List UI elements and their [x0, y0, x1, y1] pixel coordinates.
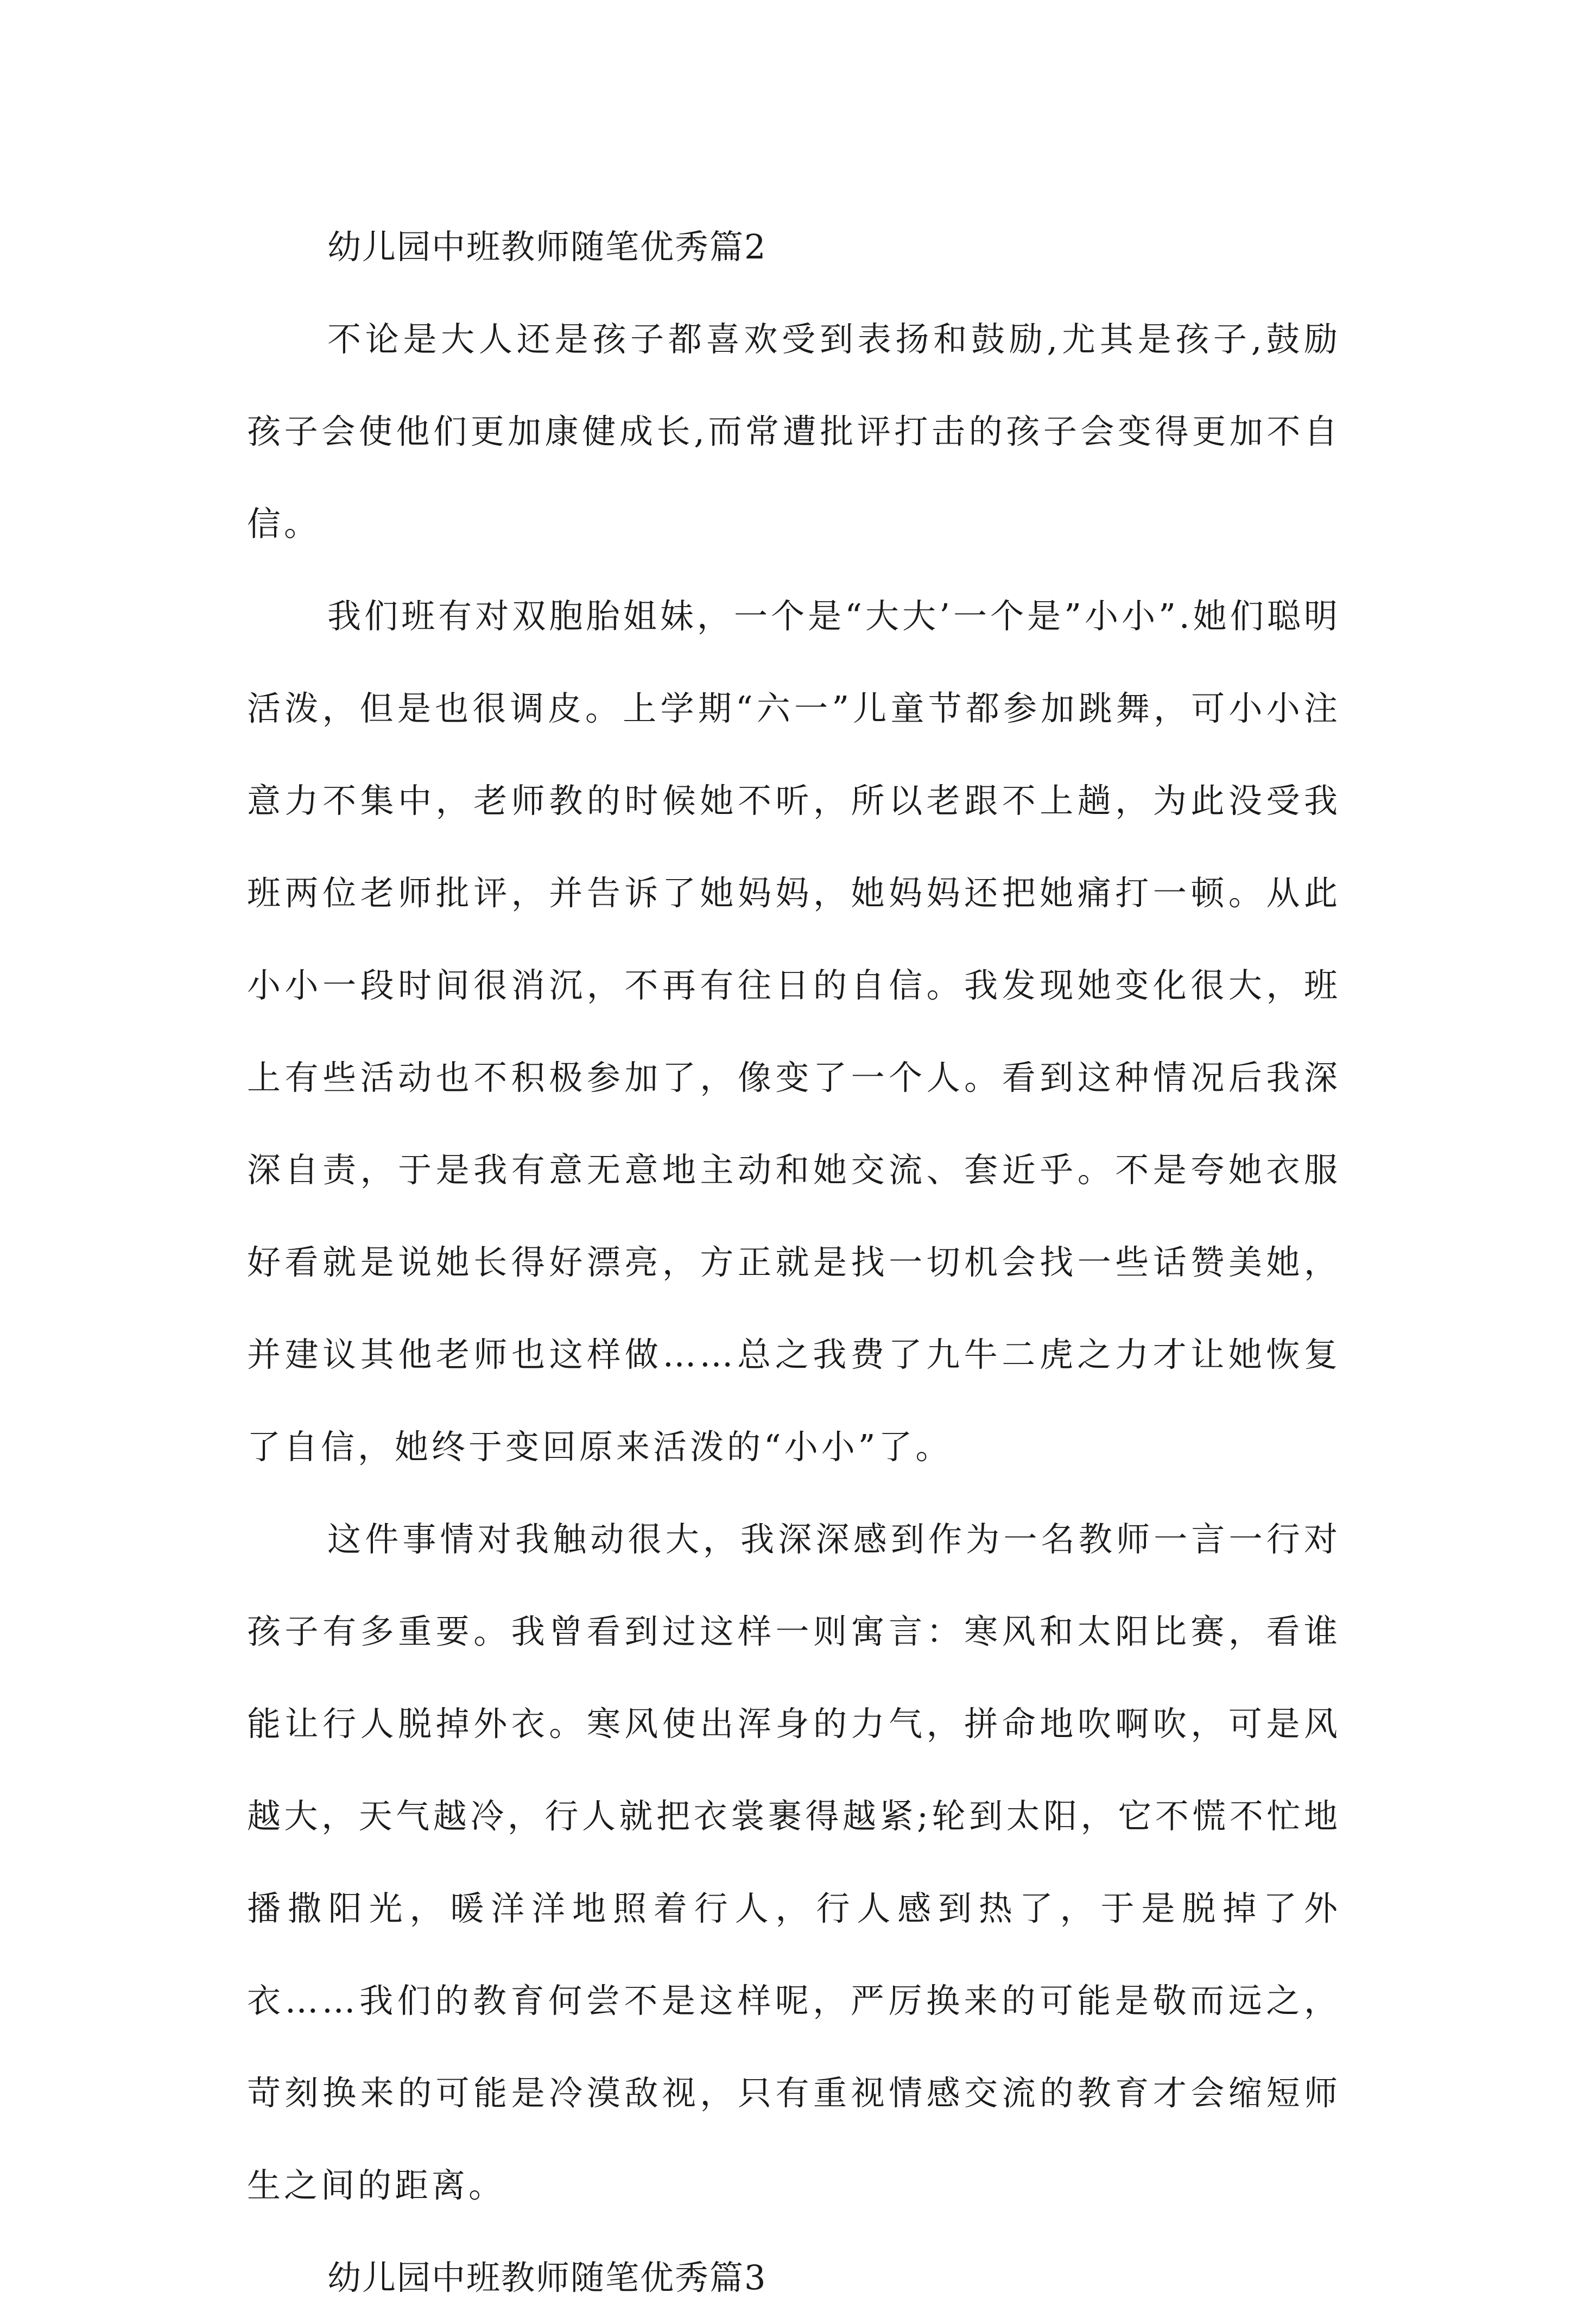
paragraph-3: 这件事情对我触动很大，我深深感到作为一名教师一言一行对孩子有多重要。我曾看到过这样一则寓言：寒风和太阳比赛，看谁能让行人脱掉外衣。寒风使出浑身的力气，拼命地吹啊吹，可是风越大，天气越冷，行人就把衣裳裹得越紧;轮到太阳，它不慌不忙地播撒阳光，暖洋洋地照着行人，行人感到热了，于是脱掉了外衣……我们的教育何尝不是这样呢，严厉换来的可能是敬而远之，苛刻换来的可能是冷漠敌视，只有重视情感交流的教育才会缩短师生之间的距离。 — [247, 1519, 1341, 2205]
paragraph-2: 我们班有对双胞胎姐妹，一个是“大大’一个是”小小”.她们聪明活泼，但是也很调皮。上学期“六一”儿童节都参加跳舞，可小小注意力不集中，老师教的时候她不听，所以老跟不上趟，为此没受我班两位老师批评，并告诉了她妈妈，她妈妈还把她痛打一顿。从此小小一段时间很消沉，不再有往日的自信。我发现她变化很大，班上有些活动也不积极参加了，像变了一个人。看到这种情况后我深深自责，于是我有意无意地主动和她交流、套近乎。不是夸她衣服好看就是说她长得好漂亮，方正就是找一切机会找一些话赞美她，并建议其他老师也这样做……总之我费了九牛二虎之力才让她恢复了自信，她终于变回原来活泼的“小小”了。 — [247, 596, 1341, 1467]
section-heading-3: 幼儿园中班教师随笔优秀篇3 — [327, 2258, 767, 2297]
paragraph-1: 不论是大人还是孩子都喜欢受到表扬和鼓励,尤其是孩子,鼓励孩子会使他们更加康健成长,而常遭批评打击的孩子会变得更加不自信。 — [247, 319, 1341, 544]
document-body — [247, 201, 1341, 2324]
section-heading-2: 幼儿园中班教师随笔优秀篇2 — [327, 227, 767, 267]
